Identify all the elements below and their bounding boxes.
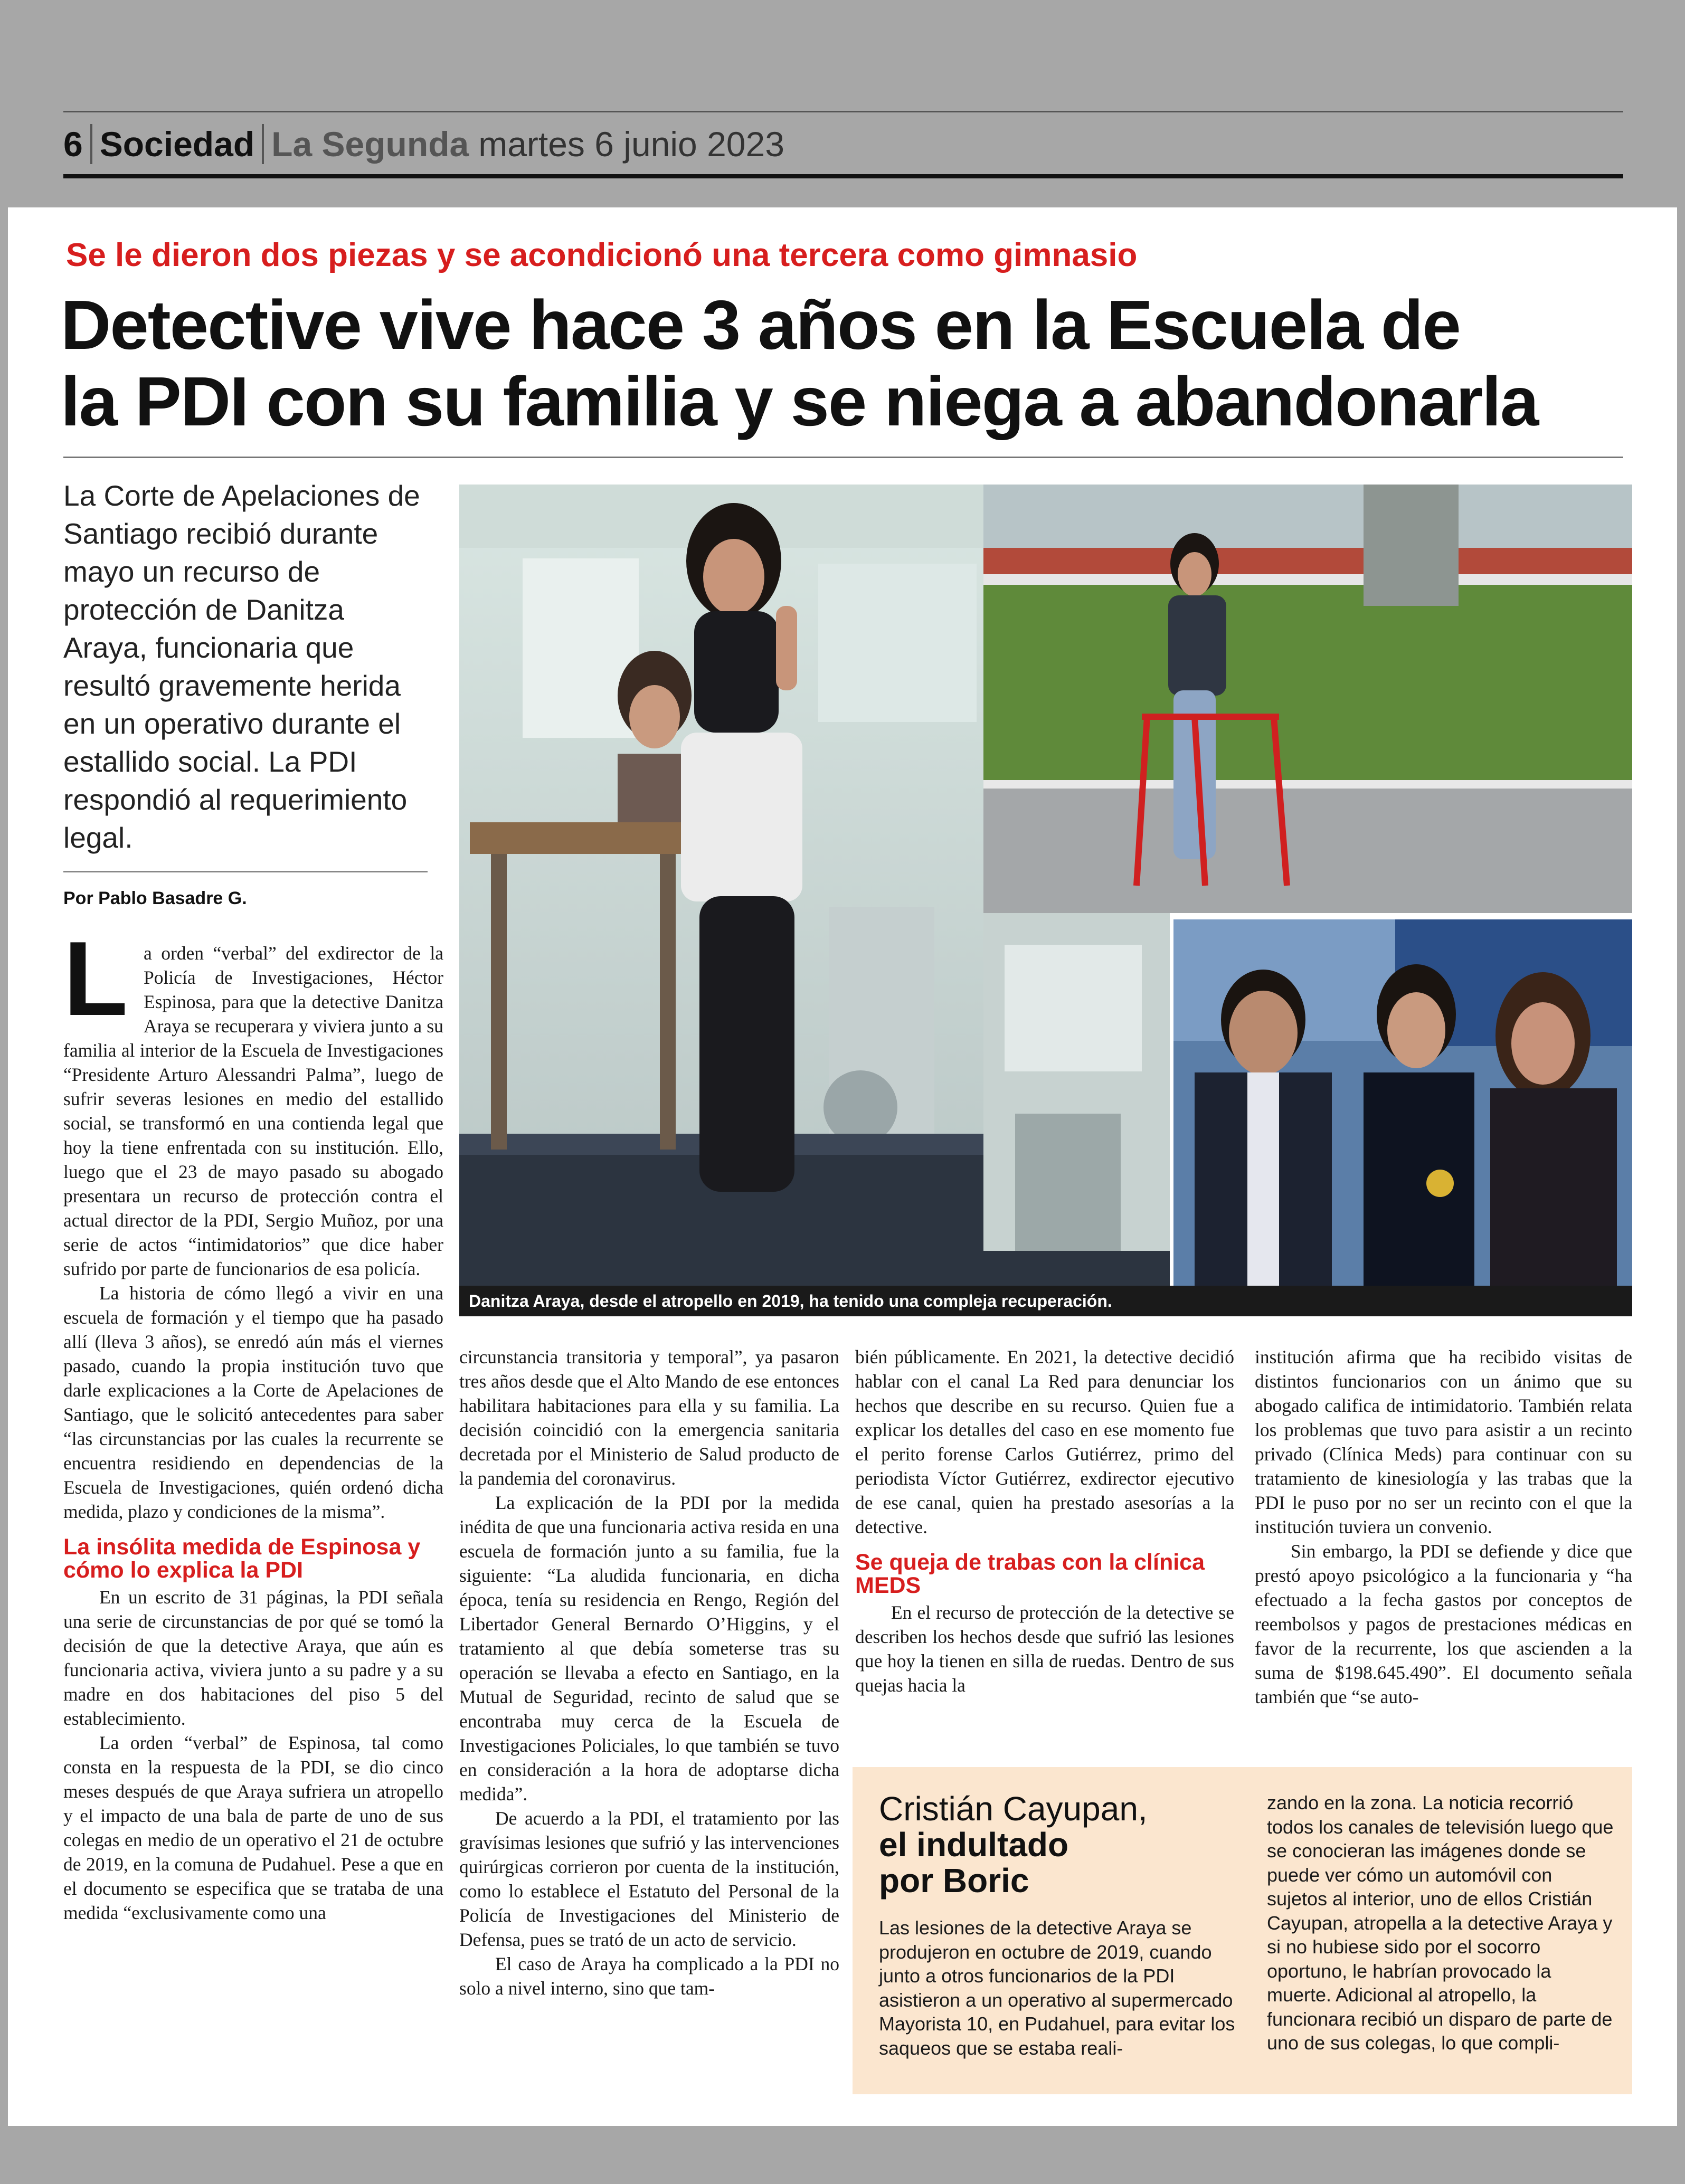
col4-paragraph-1: institución afirma que ha recibido visitas de distintos funcionarios con un ánimo que su abogado califica de intimidatorio. También relata los problemas que tuvo para asistir a un recinto privado (Clínica Meds) para continuar con su tratamiento de kinesiología y las trabas que la PDI le puso por no ser un recinto con el que la institución tuviera un convenio. bbox=[1255, 1346, 1632, 1537]
photo-rehabilitation bbox=[459, 485, 987, 1286]
photo-caption: Danitza Araya, desde el atropello en 2019, ha tenido una compleja recuperación. bbox=[459, 1286, 1632, 1316]
subhead-espinosa: La insólita medida de Espinosa y cómo lo explica la PDI bbox=[63, 1534, 421, 1583]
article-column-2 bbox=[459, 1345, 839, 2000]
page-header bbox=[63, 100, 1623, 179]
photo-walker-art bbox=[983, 485, 1632, 913]
article-lead: La Corte de Apelaciones de Santiago recibió durante mayo un recurso de protección de Danitza Araya, funcionaria que resultó gravemente herida en un operativo durante el estallido social. La PDI respondió al requerimiento legal. bbox=[63, 479, 420, 854]
col1-paragraph-2: La historia de cómo llegó a vivir en una escuela de formación y el tiempo que ha pasado allí (lleva 3 años), se enredó aún más el viernes pasado, cuando la propia institución tuvo que darle explicaciones a la Corte de Apelaciones de Santiago, que le solicitó antecedentes para saber “las circunstancias por las cuales la recurrente se encuentra residiendo en dependencias de la Escuela de Investigaciones, quién ordenó dicha medida, plazo y condiciones de la misma”. bbox=[63, 1283, 443, 1522]
subhead-meds: Se queja de trabas con la clínica MEDS bbox=[855, 1550, 1205, 1598]
col2-paragraph-2: La explicación de la PDI por la medida inédita de que una funcionaria activa resida en una escuela de formación junto a su familia, fue la siguiente: “La aludida funcionaria, en dicha época, tenía su residencia en Rengo, Región del Libertador General Bernardo O’Higgins, y el tratamiento al que debía someterse tras su operación se llevaba a efecto en Santiago, en la Mutual de Seguridad, recinto de salud que se encontraba muy cerca de la Escuela de Investigaciones Policiales, lo que también se tuvo en consideración a la hora de adoptarse dicha medida”. bbox=[459, 1492, 839, 1805]
sidebar-title-line-1: Cristián Cayupan, bbox=[879, 1790, 1148, 1828]
col3-paragraph-1: bién públicamente. En 2021, la detective decidió hablar con el canal La Red para denunciar los hechos que describe en su recurso. Quien fue a explicar los detalles del caso en ese momento fue el perito forense Carlos Gutiérrez, primo del periodista Víctor Gutiérrez, exdirector ejecutivo de ese canal, quien ha prestado asesorías a la detective. bbox=[855, 1346, 1234, 1537]
photo-gym-art bbox=[983, 913, 1170, 1286]
section-name: Sociedad bbox=[100, 124, 264, 164]
article-headline bbox=[61, 287, 1623, 440]
photo-ceremony bbox=[1173, 919, 1632, 1286]
headline-line-1: Detective vive hace 3 años en la Escuela de bbox=[61, 286, 1460, 364]
sidebar-column-2: zando en la zona. La noticia recorrió todos los canales de televisión luego que se conocieran las imágenes donde se puede ver cómo un automóvil con sujetos al interior, uno de ellos Cristián Cayupan, atropella a la detective Araya y si no hubiese sido por el socorro oportuno, le habrían provocado la muerte. Adicional al atropello, la funcionara recibió un disparo de parte de uno de sus colegas, lo que compli- bbox=[1267, 1792, 1614, 2054]
photo-gym-room bbox=[983, 913, 1170, 1286]
photo-ceremony-art bbox=[1173, 919, 1632, 1286]
sidebar-box bbox=[853, 1767, 1632, 2094]
drop-cap-letter: L bbox=[63, 920, 128, 1038]
newspaper-page bbox=[8, 207, 1677, 2126]
col1-paragraph-4: La orden “verbal” de Espinosa, tal como consta en la respuesta de la PDI, se dio cinco meses después de que Araya sufriera un atropello y el impacto de una bala de parte de uno de sus colegas en medio de un operativo el 21 de octubre de 2019, en la comuna de Pudahuel. Pese a que en el documento se especifica que se trataba de una medida “exclusivamente como una bbox=[63, 1732, 443, 1923]
photo-rehabilitation-art bbox=[459, 485, 987, 1286]
headline-line-2: la PDI con su familia y se niega a abandonarla bbox=[61, 363, 1538, 440]
header-top-rule bbox=[63, 111, 1623, 112]
sidebar-title-line-3: por Boric bbox=[879, 1862, 1029, 1900]
header-row bbox=[63, 120, 784, 168]
sidebar-title bbox=[879, 1791, 1248, 1898]
publication-name: La Segunda bbox=[271, 125, 469, 164]
page-number: 6 bbox=[63, 124, 92, 164]
photo-walker-outdoors bbox=[983, 485, 1632, 913]
col4-paragraph-2: Sin embargo, la PDI se defiende y dice que prestó apoyo psicológico a la funcionaria y “ha efectuado a la fecha gastos por conceptos de reembolsos y pagos de prestaciones médicas en favor de la recurrente, los que ascienden a la suma de $198.645.490”. El documento señala también que “se auto- bbox=[1255, 1541, 1632, 1707]
header-bottom-rule bbox=[63, 174, 1623, 178]
col3-paragraph-2: En el recurso de protección de la detective se describen los hechos desde que sufrió las lesiones que hoy la tienen en silla de ruedas. Dentro de sus quejas hacia la bbox=[855, 1602, 1234, 1696]
article-column-3 bbox=[855, 1345, 1234, 1697]
col2-paragraph-1: circunstancia transitoria y temporal”, ya pasaron tres años desde que el Alto Mando de ese entonces habilitara habitaciones para ella y su familia. La decisión coincidió con la emergencia sanitaria decretada por el Ministerio de Salud producto de la pandemia del coronavirus. bbox=[459, 1346, 839, 1489]
col2-paragraph-4: El caso de Araya ha complicado a la PDI no solo a nivel interno, sino que tam- bbox=[459, 1953, 839, 1999]
drop-cap bbox=[63, 920, 137, 1038]
col2-paragraph-3: De acuerdo a la PDI, el tratamiento por las gravísimas lesiones que sufrió y las intervenciones quirúrgicas corrieron por cuenta de la institución, como lo establece el Estatuto del Personal de la Policía de Investigaciones del Ministerio de Defensa, pues se trató de un acto de servicio. bbox=[459, 1808, 839, 1950]
article-kicker: Se le dieron dos piezas y se acondicionó una tercera como gimnasio bbox=[66, 237, 1138, 273]
col1-paragraph-3: En un escrito de 31 páginas, la PDI señala una serie de circunstancias de por qué se tomó la decisión de que la detective Araya, que aún es funcionaria activa, viviera junto a su padre y a su madre en dos habitaciones del piso 5 del establecimiento. bbox=[63, 1587, 443, 1729]
col1-paragraph-1: a orden “verbal” del exdirector de la Policía de Investigaciones, Héctor Espinosa, para que la detective Danitza Araya se recuperara y viviera junto a su familia al interior de la Escuela de Investigaciones “Presidente Arturo Alessandri Palma”, luego de sufrir severas lesiones en medio del estallido social, se transformó en una contienda legal que hoy la tiene enfrentada con su institución. Ello, luego que el 23 de mayo pasado su abogado presentara un recurso de protección contra el actual director de la PDI, Sergio Muñoz, por una serie de actos “intimidatorios” que dice haber sufrido por parte de funcionarios de esa policía. bbox=[63, 943, 443, 1279]
lead-rule bbox=[63, 871, 428, 872]
headline-rule bbox=[63, 457, 1623, 458]
article-column-1 bbox=[63, 920, 443, 1925]
article-column-4 bbox=[1255, 1345, 1632, 1709]
article-byline: Por Pablo Basadre G. bbox=[63, 888, 247, 908]
sidebar-column-1: Las lesiones de la detective Araya se produjeron en octubre de 2019, cuando junto a otros funcionarios de la PDI asistieron a un operativo al supermercado Mayorista 10, en Pudahuel, para evitar los saqueos que se estaba reali- bbox=[879, 1917, 1235, 2059]
sidebar-title-line-2: el indultado bbox=[879, 1826, 1069, 1864]
publication-date: martes 6 junio 2023 bbox=[478, 125, 784, 164]
